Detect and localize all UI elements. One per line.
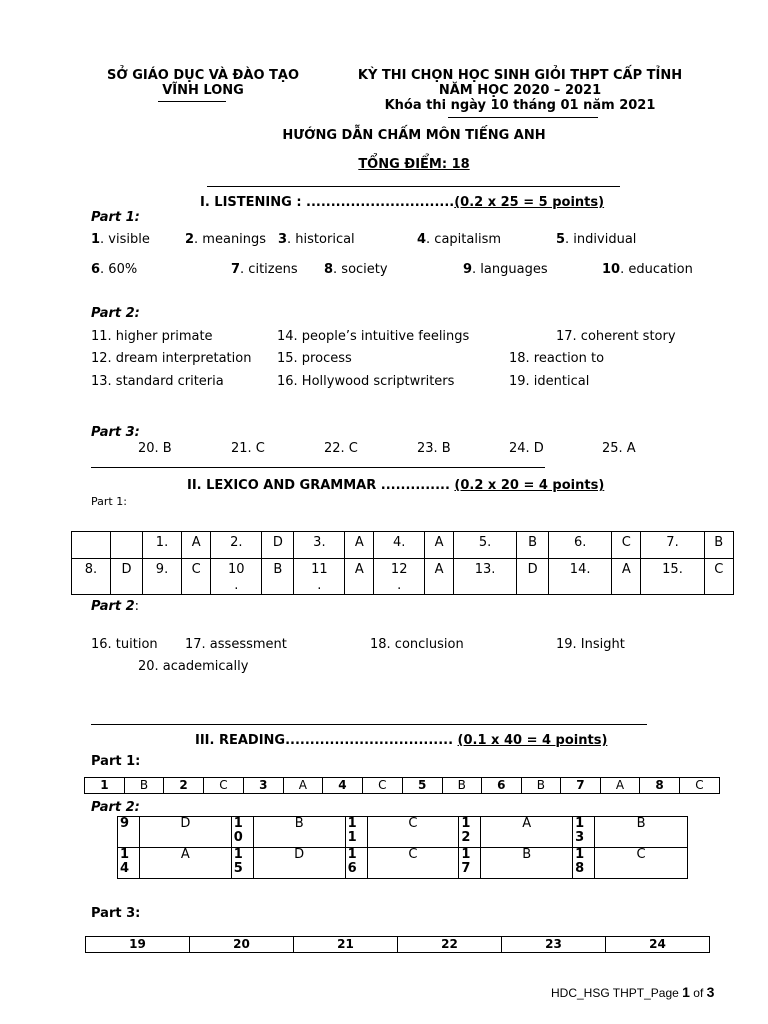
lexico-heading (187, 478, 604, 493)
answer-item: 6. 60% (91, 262, 138, 277)
reading-points: (0.1 x 40 = 4 points) (457, 733, 608, 748)
table-cell: B (521, 778, 560, 794)
answer-item: 13. standard criteria (91, 374, 224, 389)
answer-item: 20. B (138, 441, 172, 456)
table-cell: C (367, 817, 459, 848)
table-cell: 13. (454, 559, 517, 595)
reading-heading-text: III. READING.................................. (195, 733, 454, 748)
answer-item: 16. Hollywood scriptwriters (277, 374, 455, 389)
answer-item: 24. D (509, 441, 544, 456)
listening-heading-text: I. LISTENING : .............................. (200, 195, 455, 210)
table-cell: D (517, 559, 549, 595)
answer-item: 19. Insight (556, 637, 625, 652)
lexico-part1-table (71, 531, 734, 595)
table-row (118, 817, 688, 848)
answer-item: 10. education (602, 262, 693, 277)
answer-item: 18. conclusion (370, 637, 464, 652)
table-cell: 15. (641, 559, 704, 595)
answer-item: 15. process (277, 351, 352, 366)
table-cell: C (367, 848, 459, 879)
listening-part2-label: Part 2: (91, 306, 140, 321)
table-cell: 6 (481, 778, 521, 794)
table-cell: 5 (402, 778, 442, 794)
table-cell: 3 (243, 778, 283, 794)
listening-points: (0.2 x 25 = 5 points) (454, 195, 605, 210)
answer-item: 17. coherent story (556, 329, 676, 344)
answer-item: 14. people’s intuitive feelings (277, 329, 470, 344)
table-cell: A (182, 532, 211, 559)
answer-item: 2. meanings (185, 232, 267, 247)
table-row (85, 778, 720, 794)
table-cell: 3. (294, 532, 345, 559)
table-cell: C (182, 559, 211, 595)
answer-item: 8. society (324, 262, 388, 277)
reading-part3-table (85, 936, 710, 953)
listening-heading (200, 195, 604, 210)
table-cell: 22 (398, 937, 502, 953)
table-cell: 10 . (211, 559, 262, 595)
table-cell: A (425, 559, 454, 595)
table-row (72, 532, 734, 559)
exam-title: KỲ THI CHỌN HỌC SINH GIỎI THPT CẤP TỈNH (357, 68, 683, 83)
table-cell: 7 (561, 778, 601, 794)
page-number: 1 (682, 984, 690, 1000)
table-cell: 23 (502, 937, 606, 953)
section-divider (207, 186, 620, 187)
table-cell: 2. (211, 532, 262, 559)
page-total: 3 (706, 984, 715, 1000)
answer-item: 12. dream interpretation (91, 351, 252, 366)
table-row (72, 559, 734, 595)
table-cell: C (679, 778, 719, 794)
table-cell: 2 (164, 778, 204, 794)
table-cell: 1 6 (345, 848, 367, 879)
table-cell: 5. (454, 532, 517, 559)
answer-item: 1. visible (91, 232, 150, 247)
table-cell: 1 (85, 778, 125, 794)
table-cell: D (139, 817, 231, 848)
table-cell (72, 532, 111, 559)
table-cell: 9 (118, 817, 140, 848)
table-cell: A (345, 559, 374, 595)
answer-item: 9. languages (463, 262, 548, 277)
table-cell: A (139, 848, 231, 879)
table-row (118, 848, 688, 879)
listening-part1-label: Part 1: (91, 210, 140, 225)
answer-item: 21. C (231, 441, 265, 456)
table-cell: A (481, 817, 573, 848)
table-cell: B (704, 532, 733, 559)
section-divider (91, 724, 647, 725)
lexico-part1-label: Part 1: (91, 495, 127, 508)
answer-item: 19. identical (509, 374, 590, 389)
table-cell: D (262, 532, 294, 559)
answer-item: 11. higher primate (91, 329, 213, 344)
table-cell: A (345, 532, 374, 559)
answer-item: 3. historical (278, 232, 355, 247)
table-cell: A (600, 778, 639, 794)
table-cell: 6. (549, 532, 612, 559)
province-name: VĨNH LONG (162, 83, 244, 98)
table-cell: 19 (86, 937, 190, 953)
table-row (86, 937, 710, 953)
table-cell: C (203, 778, 243, 794)
table-cell: C (704, 559, 733, 595)
page-footer (551, 984, 714, 1000)
department-name: SỞ GIÁO DỤC VÀ ĐÀO TẠO (106, 68, 300, 83)
exam-date: Khóa thi ngày 10 tháng 01 năm 2021 (384, 98, 656, 113)
reading-part1-label: Part 1: (91, 754, 141, 769)
lexico-points: (0.2 x 20 = 4 points) (454, 478, 605, 493)
table-cell: 21 (294, 937, 398, 953)
table-cell: B (124, 778, 163, 794)
table-cell: 1 4 (118, 848, 140, 879)
answer-item: 4. capitalism (417, 232, 502, 247)
answer-item: 18. reaction to (509, 351, 605, 366)
answer-item: 16. tuition (91, 637, 158, 652)
answer-item: 17. assessment (185, 637, 287, 652)
table-cell: 9. (143, 559, 182, 595)
reading-part1-table (84, 777, 720, 794)
table-cell: 4. (374, 532, 425, 559)
lexico-heading-text: II. LEXICO AND GRAMMAR .............. (187, 478, 450, 493)
table-cell: 1 8 (573, 848, 595, 879)
table-cell: D (253, 848, 345, 879)
table-cell: 20 (190, 937, 294, 953)
table-cell: 11 . (294, 559, 345, 595)
table-cell: B (442, 778, 481, 794)
answer-item: 5. individual (556, 232, 637, 247)
table-cell: 14. (549, 559, 612, 595)
table-cell: 1 1 (345, 817, 367, 848)
listening-part3-label: Part 3: (91, 425, 140, 440)
table-cell: A (425, 532, 454, 559)
answer-item: 23. B (417, 441, 451, 456)
header-divider-left (158, 101, 226, 102)
table-cell: 12 . (374, 559, 425, 595)
table-cell: 8. (72, 559, 111, 595)
reading-part3-label: Part 3: (91, 906, 141, 921)
table-cell: 24 (606, 937, 710, 953)
reading-heading (195, 733, 607, 748)
table-cell: B (517, 532, 549, 559)
table-cell: 4 (322, 778, 362, 794)
lexico-part2-label: Part 2: (91, 599, 140, 614)
table-cell: C (612, 532, 641, 559)
answer-item: 7. citizens (231, 262, 298, 277)
footer-of: of (689, 986, 707, 1000)
table-cell: B (262, 559, 294, 595)
document-title: HƯỚNG DẪN CHẤM MÔN TIẾNG ANH (282, 128, 546, 143)
table-cell: C (362, 778, 402, 794)
school-year: NĂM HỌC 2020 – 2021 (438, 83, 602, 98)
answer-item: 25. A (602, 441, 636, 456)
table-cell: 1. (143, 532, 182, 559)
footer-prefix: HDC_HSG THPT_Page (551, 986, 683, 1000)
answer-item: 20. academically (138, 659, 249, 674)
header-divider-right (448, 117, 598, 118)
table-cell: B (253, 817, 345, 848)
reading-part2-label: Part 2: (91, 800, 140, 815)
reading-part2-table (117, 816, 688, 879)
table-cell: 1 3 (573, 817, 595, 848)
table-cell: B (595, 817, 688, 848)
table-cell: 1 2 (459, 817, 481, 848)
table-cell: 1 5 (231, 848, 253, 879)
table-cell: 1 7 (459, 848, 481, 879)
answer-item: 22. C (324, 441, 358, 456)
table-cell: C (595, 848, 688, 879)
table-cell: A (612, 559, 641, 595)
table-cell: 7. (641, 532, 704, 559)
table-cell: A (283, 778, 322, 794)
section-divider (91, 467, 545, 468)
total-score: TỔNG ĐIỂM: 18 (358, 157, 470, 172)
table-cell: D (110, 559, 142, 595)
table-cell (110, 532, 142, 559)
table-cell: 8 (640, 778, 680, 794)
table-cell: 1 0 (231, 817, 253, 848)
table-cell: B (481, 848, 573, 879)
